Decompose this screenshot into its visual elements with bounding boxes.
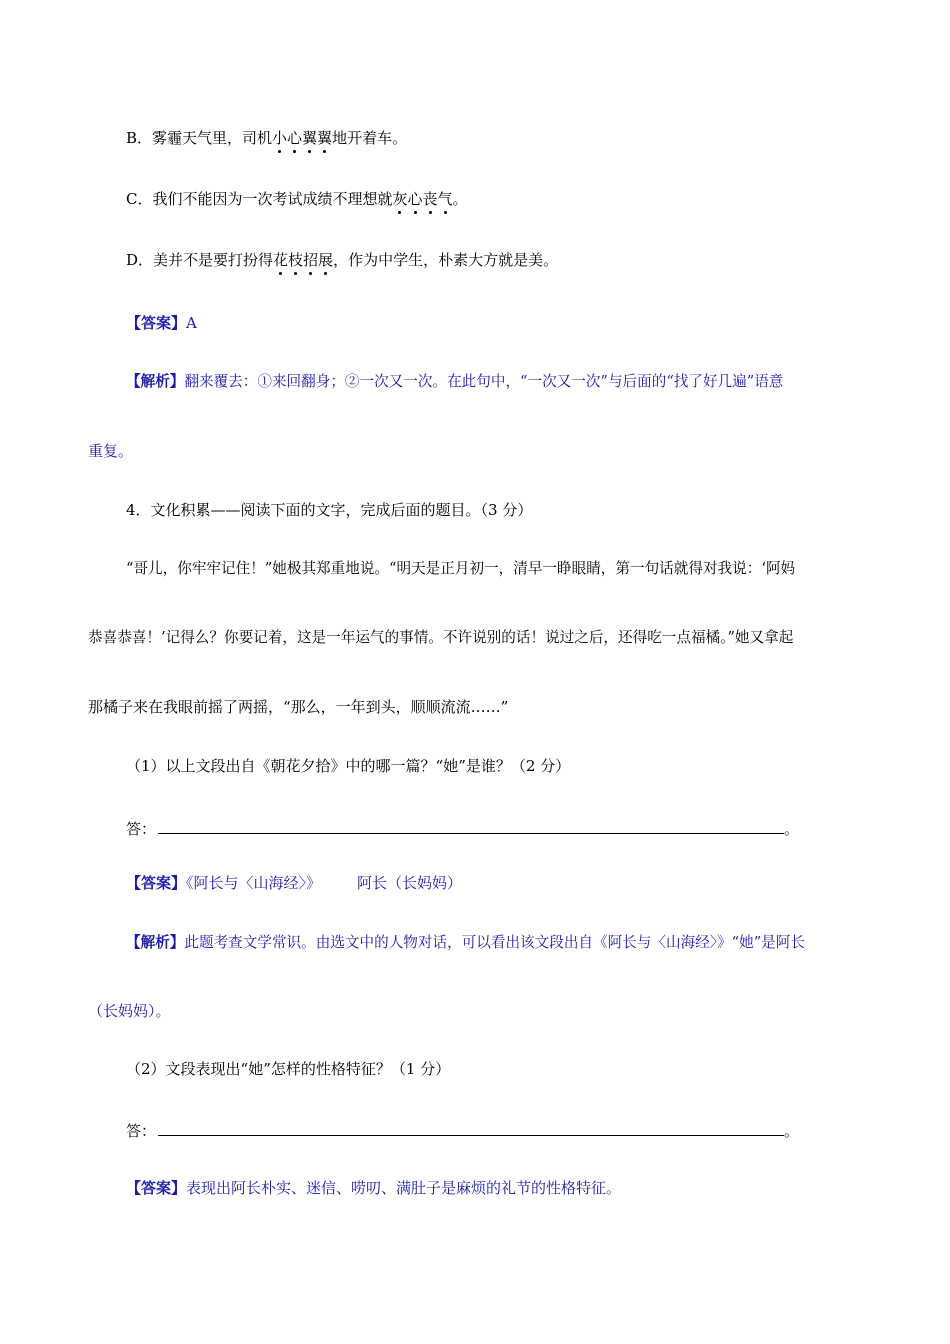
answer-text: 《阿长与〈山海经〉》 bbox=[186, 874, 322, 892]
emphasis-char: 气 bbox=[437, 190, 453, 208]
emphasis-char: 翼 bbox=[302, 129, 318, 147]
emphasis-char: 翼 bbox=[317, 129, 333, 147]
emphasis-char: 心 bbox=[287, 129, 303, 147]
answer-tag: 【答案】 bbox=[126, 1179, 187, 1197]
answer-text: 表现出阿长朴实、迷信、唠叨、满肚子是麻烦的礼节的性格特征。 bbox=[186, 1179, 622, 1197]
answer-text: 阿长（长妈妈） bbox=[357, 874, 463, 892]
option-c bbox=[126, 189, 468, 209]
sub-question-2: （2）文段表现出“她”怎样的性格特征？（1 分） bbox=[126, 1060, 451, 1078]
answer-tag: 【答案】 bbox=[126, 314, 187, 332]
answer-blank-1 bbox=[126, 817, 799, 839]
emphasis-char: 丧 bbox=[422, 190, 438, 208]
answer-prefix: 答： bbox=[126, 1122, 157, 1140]
option-b-text-end: 地开着车。 bbox=[332, 129, 408, 147]
answer-text: A bbox=[186, 314, 197, 332]
answer-suffix: 。 bbox=[784, 1122, 800, 1140]
emphasis-char: 招 bbox=[303, 251, 319, 269]
passage-line-2: 恭喜恭喜！’记得么？你要记着，这是一年运气的事情。不许说别的话！说过之后，还得吃一点福橘。”她又拿起 bbox=[88, 629, 794, 646]
analysis-tag: 【解析】 bbox=[126, 373, 185, 390]
analysis-3-line1 bbox=[126, 372, 783, 392]
answer-3 bbox=[126, 313, 197, 333]
answer-4-1 bbox=[126, 873, 462, 893]
analysis-tag: 【解析】 bbox=[126, 934, 185, 951]
sub-question-1: （1）以上文段出自《朝花夕拾》中的哪一篇？“她”是谁？（2 分） bbox=[126, 757, 571, 775]
emphasis-char: 展 bbox=[318, 251, 334, 269]
emphasis-char: 花 bbox=[273, 251, 289, 269]
answer-tag: 【答案】 bbox=[126, 874, 187, 892]
analysis-3-line2 bbox=[88, 441, 133, 461]
answer-input-line[interactable] bbox=[158, 1119, 784, 1136]
answer-prefix: 答： bbox=[126, 820, 157, 838]
analysis-4-1-line1 bbox=[126, 933, 805, 953]
analysis-text: 翻来覆去：①来回翻身；②一次又一次。在此句中，“一次又一次”与后面的“找了好几遍”语意 bbox=[184, 373, 784, 390]
option-b bbox=[126, 128, 407, 148]
answer-4-2 bbox=[126, 1178, 621, 1198]
option-d bbox=[126, 250, 558, 270]
option-d-text: D．美并不是要打扮得 bbox=[126, 251, 274, 269]
emphasis-char: 灰 bbox=[392, 190, 408, 208]
option-c-text-end: 。 bbox=[452, 190, 468, 208]
answer-blank-2 bbox=[126, 1119, 799, 1141]
answer-input-line[interactable] bbox=[158, 817, 784, 834]
emphasis-char: 心 bbox=[407, 190, 423, 208]
emphasis-char: 小 bbox=[272, 129, 288, 147]
option-d-text-end: ，作为中学生，朴素大方就是美。 bbox=[333, 251, 559, 269]
analysis-text: 重复。 bbox=[88, 442, 134, 460]
passage-line-1: “哥儿，你牢牢记住！”她极其郑重地说。“明天是正月初一，清早一睁眼睛，第一句话就得对我说：‘阿妈 bbox=[126, 560, 796, 577]
emphasis-char: 枝 bbox=[288, 251, 304, 269]
option-b-text: B．雾霾天气里，司机 bbox=[126, 129, 273, 147]
option-c-text: C．我们不能因为一次考试成绩不理想就 bbox=[126, 190, 393, 208]
answer-suffix: 。 bbox=[784, 820, 800, 838]
analysis-text: 此题考查文学常识。由选文中的人物对话，可以看出该文段出自《阿长与〈山海经〉》“她”是阿长 bbox=[184, 934, 805, 951]
passage-line-3: 那橘子来在我眼前摇了两摇，“那么，一年到头，顺顺流流……” bbox=[88, 698, 509, 716]
analysis-4-1-line2: （长妈妈）。 bbox=[88, 1002, 171, 1020]
question-4-title: 4．文化积累——阅读下面的文字，完成后面的题目。（3 分） bbox=[126, 501, 533, 519]
